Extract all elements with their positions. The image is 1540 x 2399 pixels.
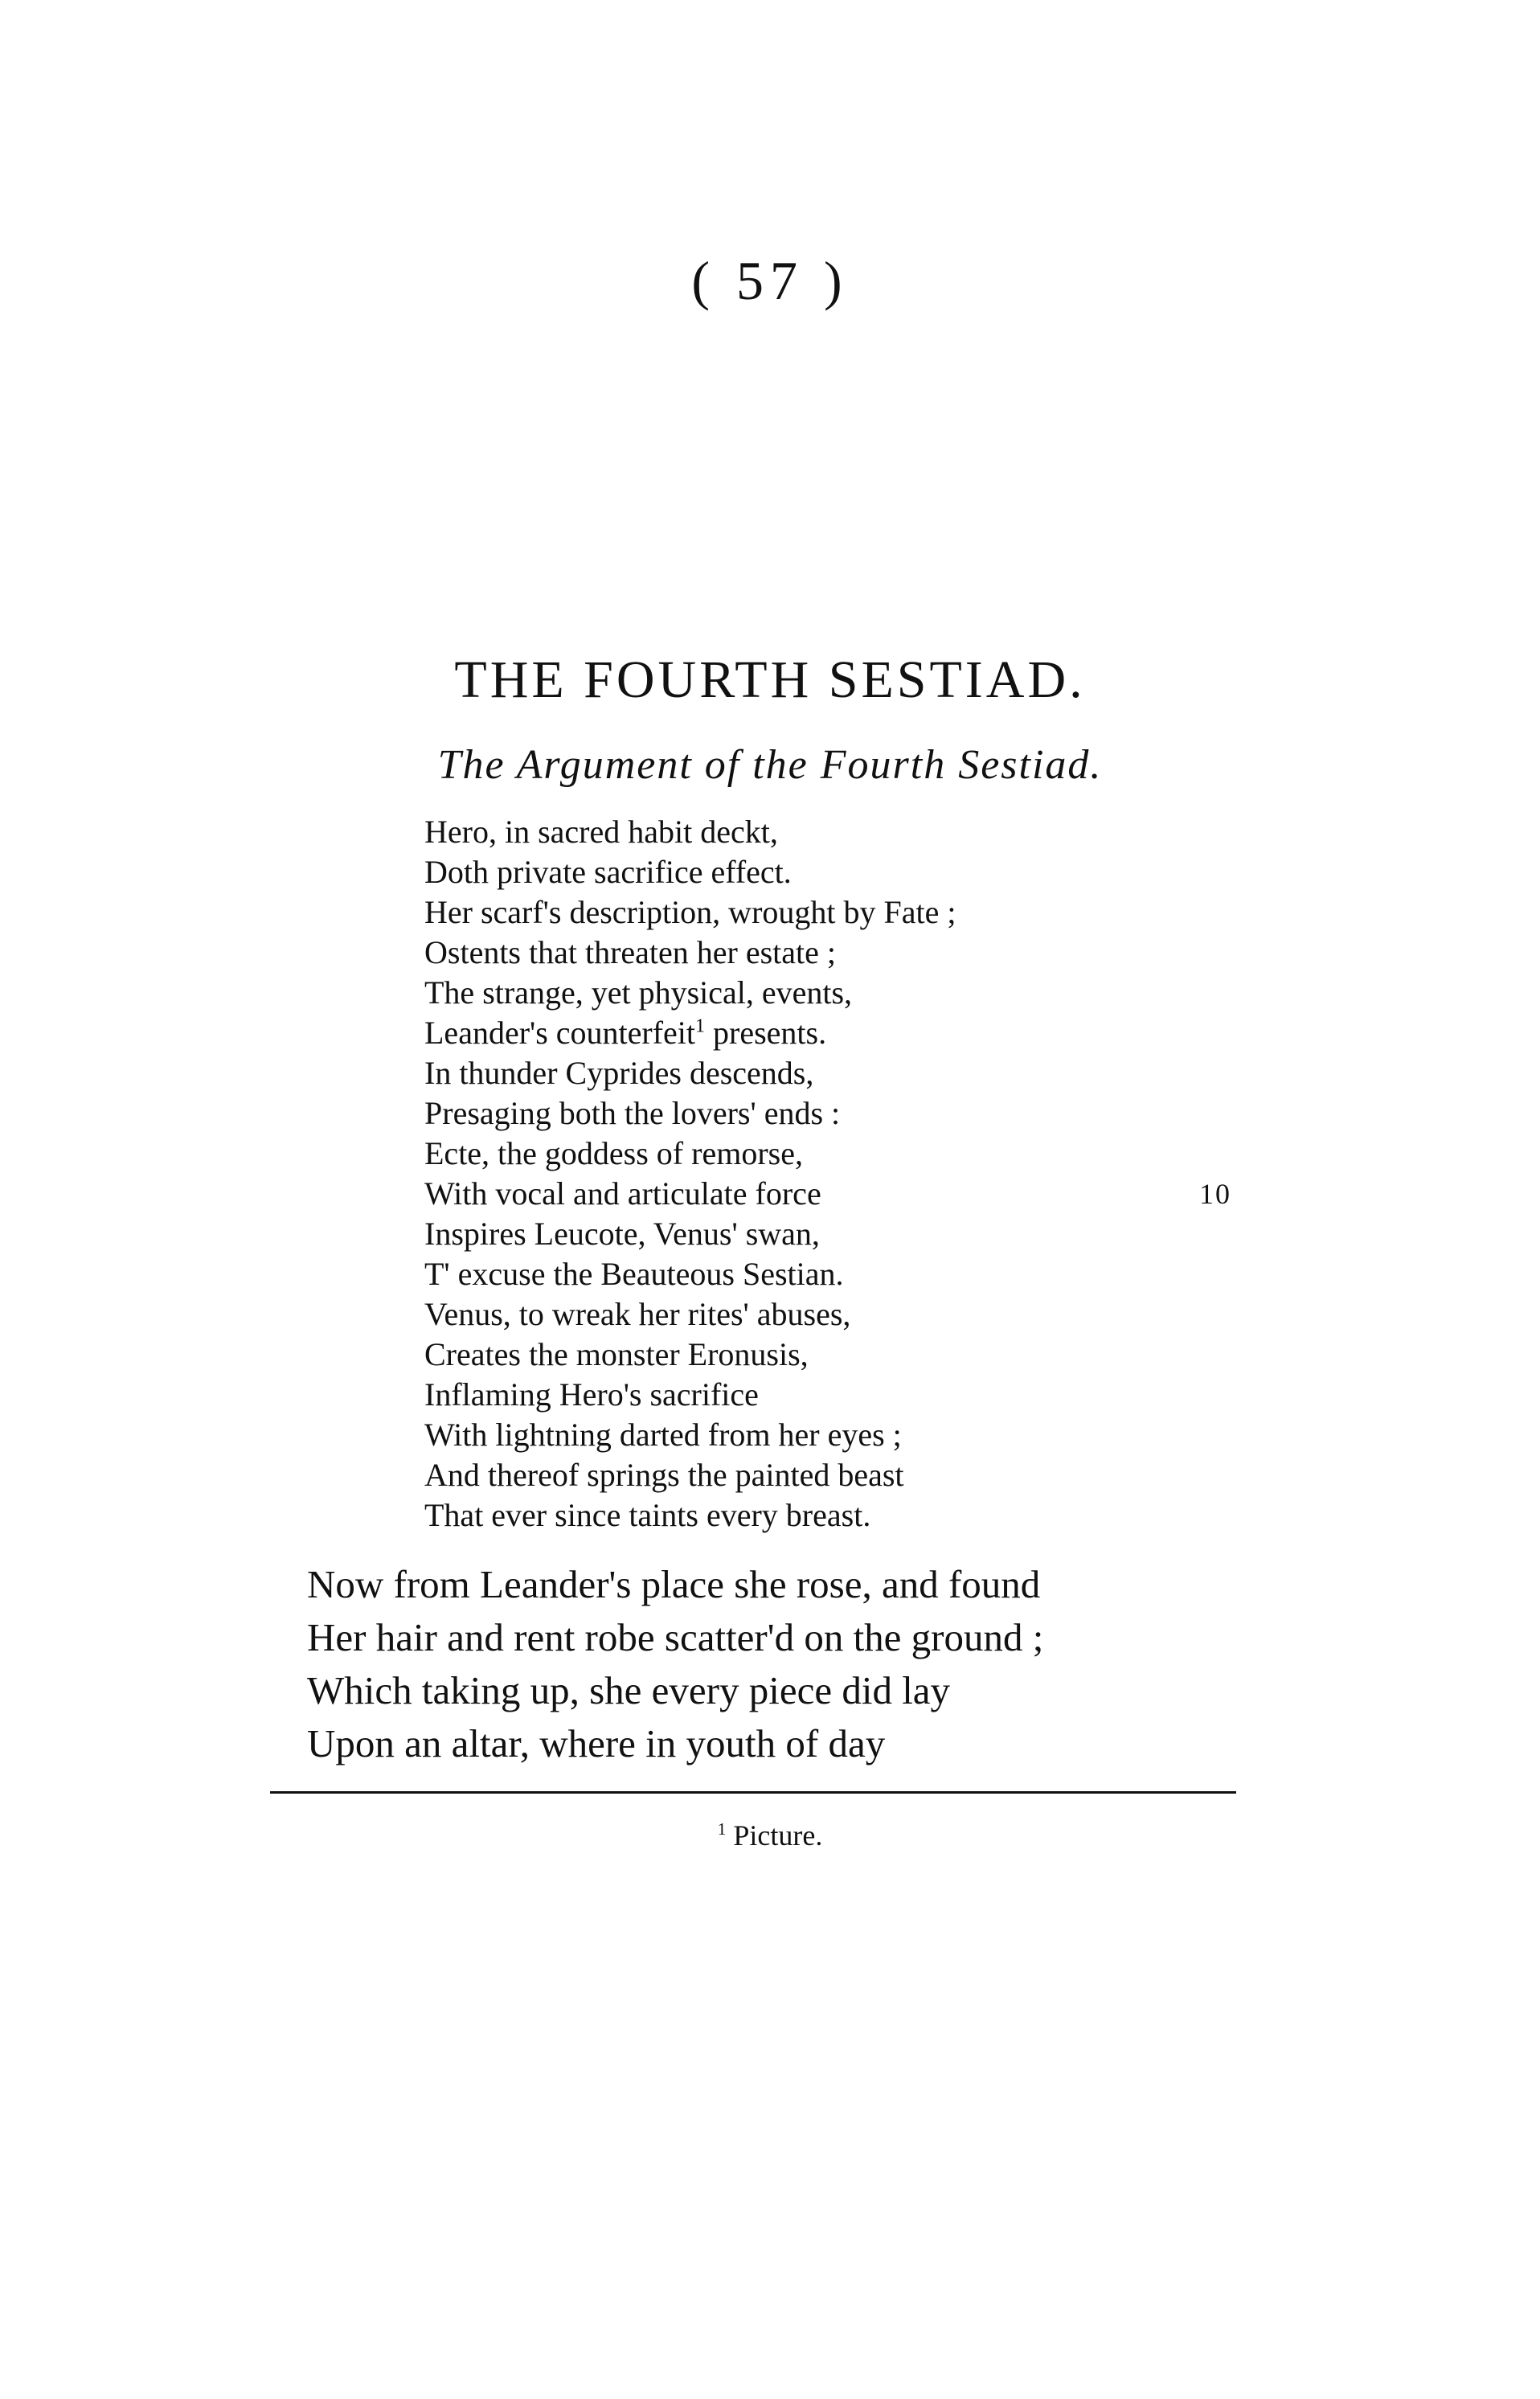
argument-line: That ever since taints every breast.	[424, 1497, 871, 1533]
line-number: 10	[1199, 1178, 1231, 1210]
footnote-number: 1	[717, 1819, 727, 1839]
argument-line: And thereof springs the painted beast	[424, 1457, 904, 1493]
verse-block	[307, 1558, 1352, 1770]
argument-line: Creates the monster Eronusis,	[424, 1336, 809, 1372]
verse-line: Her hair and rent robe scatter'd on the ground ;	[307, 1615, 1044, 1659]
argument-line: Ecte, the goddess of remorse,	[424, 1135, 803, 1171]
footnote-text: Picture.	[726, 1819, 823, 1852]
argument-title: The Argument of the Fourth Sestiad.	[437, 742, 1103, 788]
argument-line: Doth private sacrifice effect.	[424, 854, 792, 890]
verse-line: Now from Leander's place she rose, and found	[307, 1562, 1041, 1606]
verse-line: Which taking up, she every piece did lay	[307, 1668, 951, 1712]
footnote-marker: 1	[695, 1015, 706, 1037]
argument-line: In thunder Cyprides descends,	[424, 1055, 814, 1091]
argument-line: Inspires Leucote, Venus' swan,	[424, 1216, 820, 1252]
argument-line-numbered	[424, 1174, 1309, 1214]
argument-line: T' excuse the Beauteous Sestian.	[424, 1256, 844, 1292]
argument-line-text: With vocal and articulate force	[424, 1175, 821, 1212]
argument-line: Hero, in sacred habit deckt,	[424, 814, 778, 850]
argument-line: Inflaming Hero's sacrifice	[424, 1376, 759, 1413]
argument-line: The strange, yet physical, events,	[424, 974, 853, 1011]
argument-line: Presaging both the lovers' ends :	[424, 1095, 841, 1131]
argument-line-text: Leander's counterfeit	[424, 1015, 696, 1051]
footnote	[0, 1819, 1540, 1852]
argument-line-suffix: presents.	[705, 1015, 827, 1051]
argument-line: With lightning darted from her eyes ;	[424, 1417, 902, 1453]
argument-line: Venus, to wreak her rites' abuses,	[424, 1296, 851, 1332]
verse-line: Upon an altar, where in youth of day	[307, 1721, 886, 1765]
argument-block	[424, 812, 1309, 1536]
footnote-divider	[270, 1791, 1236, 1794]
argument-line: Her scarf's description, wrought by Fate ;	[424, 894, 956, 930]
argument-line-with-footnote	[424, 1013, 1309, 1053]
argument-line: Ostents that threaten her estate ;	[424, 934, 837, 970]
sestiad-heading: THE FOURTH SESTIAD.	[454, 650, 1086, 709]
page-number: ( 57 )	[691, 250, 849, 311]
